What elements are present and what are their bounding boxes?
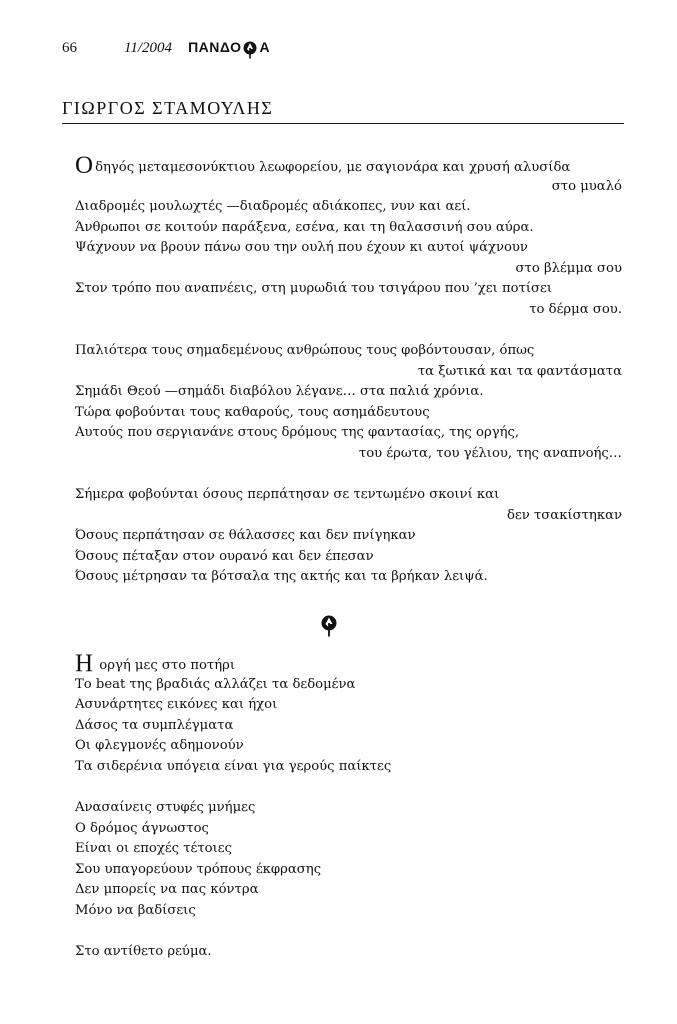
poem-1 <box>75 152 622 609</box>
poem-line: το δέρμα σου. <box>529 301 622 317</box>
poem-line: Ανασαίνεις στυφές μνήμες <box>75 800 256 815</box>
poem-line: στο βλέμμα σου <box>515 260 622 276</box>
poem-line: Ασυνάρτητες εικόνες και ήχοι <box>75 697 278 712</box>
poem-line-text: δηγός μεταμεσονύκτιου λεωφορείου, με σαγιονάρα και χρυσή αλυσίδα <box>95 160 571 175</box>
poem-line: Αυτούς που σεργιανάνε στους δρόμους της φαντασίας, της οργής, <box>75 425 520 440</box>
author-name: ΓΙΩΡΓΟΣ ΣΤΑΜΟΥΛΗΣ <box>62 98 274 118</box>
poem-line: Παλιότερα τους σημαδεμένους ανθρώπους τους φοβόντουσαν, όπως <box>75 343 535 358</box>
poem-1-stanza-1 <box>75 152 622 320</box>
brand-text-right: Α <box>259 39 271 55</box>
poem-2-stanza-2 <box>75 798 622 921</box>
poem-2-stanza-1 <box>75 650 622 777</box>
poem-line: Άνθρωποι σε κοιτούν παράξενα, εσένα, και τη θαλασσινή σου αύρα. <box>75 219 534 235</box>
poem-line: Δάσος τα συμπλέγματα <box>75 717 234 733</box>
poem-line-text: οργή μες στο ποτήρι <box>95 658 236 673</box>
poem-line: Ο δρόμος άγνωστος <box>75 820 209 836</box>
poem-2 <box>75 650 622 984</box>
poem-line <box>75 650 622 677</box>
poem-line <box>75 152 622 179</box>
drop-cap: Η <box>75 650 94 677</box>
poem-line: Όσους μέτρησαν τα βότσαλα της ακτής και τα βρήκαν λειψά. <box>75 569 488 584</box>
page-number: 66 <box>62 40 77 56</box>
poem-line: Στον τρόπο που αναπνέεις, στη μυρωδιά του τσιγάρου που ’χει ποτίσει <box>75 281 553 296</box>
poem-line: Στο αντίθετο ρεύμα. <box>75 944 212 959</box>
poem-line: Ψάχνουν να βρουν πάνω σου την ουλή που έχουν κι αυτοί ψάχνουν <box>75 240 528 255</box>
poem-2-stanza-3 <box>75 942 622 963</box>
page-header <box>62 38 270 60</box>
poem-line: Μόνο να βαδίσεις <box>75 902 196 918</box>
poem-line: Τα σιδερένια υπόγεια είναι για γερούς παίκτες <box>75 758 392 774</box>
poem-line: Όσους πέταξαν στον ουρανό και δεν έπεσαν <box>75 548 374 564</box>
poem-line: τα ξωτικά και τα φαντάσματα <box>417 363 622 379</box>
poem-line: Όσους περπάτησαν σε θάλασσες και δεν πνίγηκαν <box>75 528 416 543</box>
poem-line: Τώρα φοβούνται τους καθαρούς, τους ασημάδευτους <box>75 404 430 420</box>
pandora-seal-icon <box>320 615 338 637</box>
poem-line: στο μυαλό <box>551 178 622 194</box>
poem-line: Οι φλεγμονές αδημονούν <box>75 738 244 753</box>
magazine-brand <box>188 38 270 56</box>
poem-line: δεν τσακίστηκαν <box>507 507 622 523</box>
poem-1-stanza-2 <box>75 341 622 464</box>
poem-line: Το beat της βραδιάς αλλάζει τα δεδομένα <box>75 676 356 692</box>
header-rule <box>62 123 624 124</box>
drop-cap: Ο <box>75 152 94 179</box>
brand-text-left: ΠΑΝΔΟ <box>188 39 242 55</box>
poem-line: Σου υπαγορεύουν τρόπους έκφρασης <box>75 861 322 877</box>
poem-line: Δεν μπορείς να πας κόντρα <box>75 882 259 897</box>
poem-line: Σημάδι Θεού —σημάδι διαβόλου λέγανε… στα παλιά χρόνια. <box>75 384 484 399</box>
poem-line: του έρωτα, του γέλιου, της αναπνοής… <box>358 445 622 461</box>
pandora-seal-icon <box>242 41 258 59</box>
issue-date: 11/2004 <box>124 40 173 56</box>
poem-line: Διαδρομές μουλωχτές —διαδρομές αδιάκοπες, νυν και αεί. <box>75 199 471 214</box>
poem-line: Είναι οι εποχές τέτοιες <box>75 841 232 856</box>
poem-line: Σήμερα φοβούνται όσους περπάτησαν σε τεντωμένο σκοινί και <box>75 487 500 502</box>
poem-1-stanza-3 <box>75 485 622 588</box>
